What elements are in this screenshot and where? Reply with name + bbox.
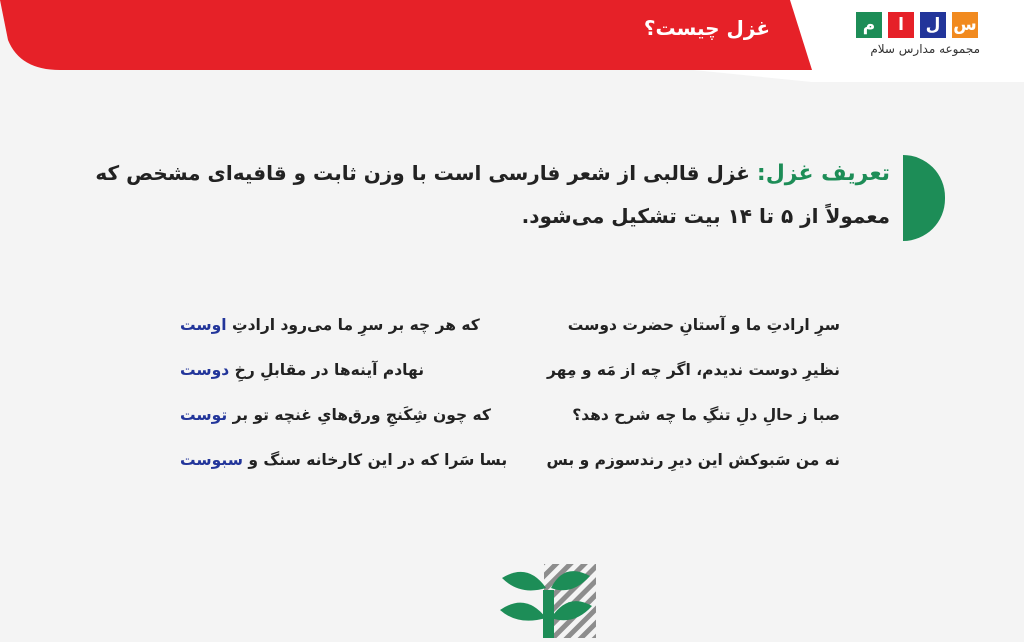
salam-logo[interactable] xyxy=(840,12,990,60)
decorative-half-circle xyxy=(903,155,945,241)
definition-paragraph xyxy=(90,152,890,237)
verse-second-hemistich xyxy=(180,406,491,424)
hemistich-text: که چون شِکَنجِ ورق‌هایِ غنچه تو بر xyxy=(227,406,491,424)
logo-letter-mim: م xyxy=(856,12,882,38)
hemistich-text: نهادم آینه‌ها در مقابلِ رخِ xyxy=(229,361,425,379)
ghazal-poem xyxy=(180,316,840,496)
verse-first-hemistich: سرِ ارادتِ ما و آستانِ حضرت دوست xyxy=(567,316,840,334)
verse-second-hemistich xyxy=(180,451,507,469)
logo-letter-sin: س xyxy=(952,12,978,38)
rhyme-word: توست xyxy=(180,406,228,424)
verse-first-hemistich: نظیرِ دوست ندیدم، اگر چه از مَه و مِهر xyxy=(547,361,840,379)
definition-term: تعریف غزل: xyxy=(756,161,890,186)
logo-caption: مجموعه مدارس سلام xyxy=(870,42,980,56)
verse-second-hemistich xyxy=(180,316,480,334)
leaf-logo-icon xyxy=(498,562,608,638)
logo-letter-alef: ا xyxy=(888,12,914,38)
verse-first-hemistich: صبا ز حالِ دلِ تنگِ ما چه شرح دهد؟ xyxy=(572,406,840,424)
rhyme-word: سبوست xyxy=(180,451,243,469)
rhyme-word: دوست xyxy=(180,361,230,379)
hemistich-text: که هر چه بر سرِ ما می‌رود ارادتِ xyxy=(226,316,480,334)
hemistich-text: بسا سَرا که در این کارخانه سنگ و xyxy=(242,451,508,469)
verse-row xyxy=(180,361,840,406)
definition-text: غزل قالبی از شعر فارسی است با وزن ثابت و قافیه‌ای مشخص که معمولاً از ۵ تا ۱۴ بیت تشکیل می‌شود. xyxy=(95,161,890,228)
rhyme-word: اوست xyxy=(180,316,227,334)
verse-second-hemistich xyxy=(180,361,424,379)
verse-first-hemistich: نه من سَبوکش این دیرِ رندسوزم و بس xyxy=(546,451,840,469)
verse-row xyxy=(180,406,840,451)
verse-row xyxy=(180,316,840,361)
page-title: غزل چیست؟ xyxy=(643,16,770,40)
verse-row xyxy=(180,451,840,496)
logo-letter-lam: ل xyxy=(920,12,946,38)
